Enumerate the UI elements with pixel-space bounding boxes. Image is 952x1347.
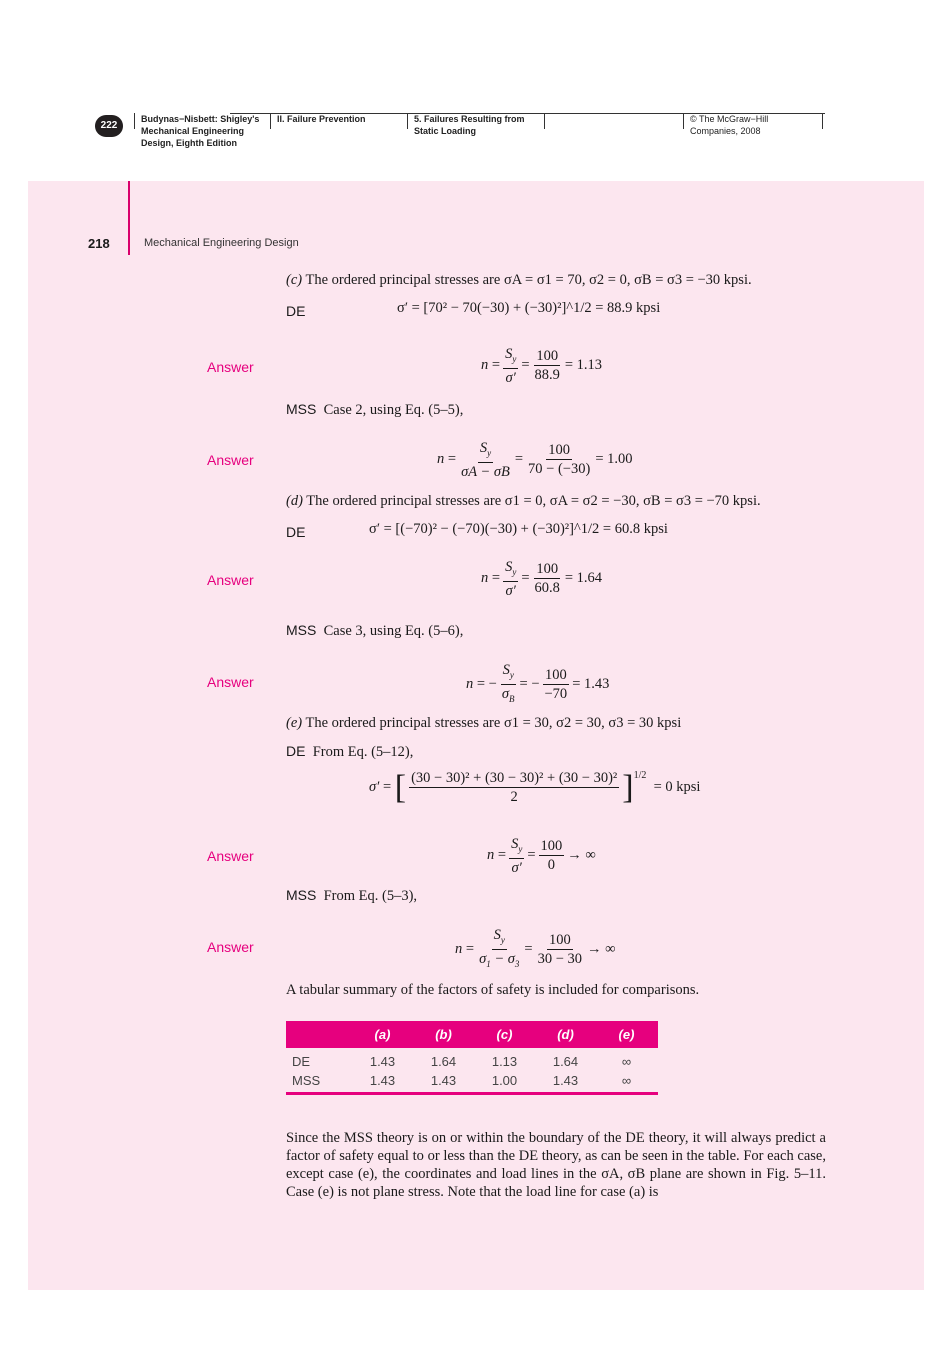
answer-equation-d1: n = $\frac{S_y}{\sigma'}$ = $\frac{100}{60.8}$ = 1.64 <box>481 559 603 599</box>
table-row-mss: MSS 1.43 1.43 1.00 1.43 ∞ <box>292 1073 632 1088</box>
case-e-intro: (e) The ordered principal stresses are σ1 = 30, σ2 = 30, σ3 = 30 kpsi <box>286 715 682 731</box>
book-header <box>95 113 825 173</box>
de-equation-d: σ′ = [(−70)² − (−70)(−30) + (−30)²]^1/2 = 60.8 kpsi <box>369 521 668 537</box>
case-c-intro: (c) The ordered principal stresses are σA = σ1 = 70, σ2 = 0, σB = σ3 = −30 kpsi. <box>286 272 752 288</box>
col-b-header: (b) <box>435 1027 452 1042</box>
page-background <box>28 181 924 1290</box>
mss-line-e: MSS From Eq. (5–3), <box>286 887 418 904</box>
summary-sentence: A tabular summary of the factors of safety is included for comparisons. <box>286 982 700 998</box>
answer-label-c1: Answer <box>207 359 254 375</box>
case-d-intro: (d) The ordered principal stresses are σ1 = 0, σA = σ2 = −30, σB = σ3 = −70 kpsi. <box>286 493 761 509</box>
safety-factor-table <box>286 1021 658 1095</box>
answer-equation-e2: n = $\frac{S_y}{\sigma_1 - \sigma_3}$ = $\frac{100}{30 - 30}$ → ∞ <box>455 927 616 969</box>
running-title: Mechanical Engineering Design <box>144 237 299 249</box>
answer-equation-c1: n = $\frac{S_y}{\sigma'}$ = $\frac{100}{88.9}$ = 1.13 <box>481 346 603 386</box>
answer-equation-e1: n = $\frac{S_y}{\sigma'}$ = $\frac{100}{0}$ → ∞ <box>487 836 596 876</box>
page-number: 218 <box>88 236 110 251</box>
answer-label-c2: Answer <box>207 452 254 468</box>
de-label-c: DE <box>286 303 306 319</box>
answer-label-e1: Answer <box>207 848 254 864</box>
answer-label-d2: Answer <box>207 674 254 690</box>
table-row-de: DE 1.43 1.64 1.13 1.64 ∞ <box>292 1054 632 1069</box>
col-a-header: (a) <box>374 1027 391 1042</box>
header-chapter: 5. Failures Resulting from Static Loading <box>407 113 525 129</box>
col-c-header: (c) <box>496 1027 513 1042</box>
de-equation-c: σ′ = [70² − 70(−30) + (−30)²]^1/2 = 88.9 kpsi <box>397 300 661 316</box>
de-equation-e: σ′ = [ $\frac{\text{(30 − 30)² + (30 − 30)² + (30 − 30)²}}{2}$ ] $^{1/2}$ = 0 kpsi <box>369 768 701 806</box>
header-copyright: © The McGraw−Hill Companies, 2008 <box>683 113 768 129</box>
table-header <box>286 1021 658 1048</box>
header-part: II. Failure Prevention <box>270 113 366 129</box>
de-line-e: DE From Eq. (5–12), <box>286 743 414 760</box>
de-label-d: DE <box>286 524 306 540</box>
col-e-header: (e) <box>618 1027 635 1042</box>
header-book-title: Budynas−Nisbett: Shigley's Mechanical Engineering Design, Eighth Edition <box>134 113 259 129</box>
mss-line-d: MSS Case 3, using Eq. (5–6), <box>286 622 464 639</box>
mss-line-c: MSS Case 2, using Eq. (5–5), <box>286 401 464 418</box>
header-end-rule <box>822 113 823 129</box>
closing-paragraph: Since the MSS theory is on or within the boundary of the DE theory, it will always predict a factor of safety equal to or less than the DE theory, as can be seen in the table. For each case, except case (e), the coordinates and load lines in the σA, σB plane are shown in Fig. 5–11. Case (e) is not plane stress. Note that the load line for case (a) is <box>286 1130 826 1200</box>
header-blank <box>544 113 551 129</box>
answer-equation-d2: n = − $\frac{S_y}{\sigma_B}$ = − $\frac{100}{-70}$ = 1.43 <box>466 662 610 704</box>
answer-label-e2: Answer <box>207 939 254 955</box>
answer-label-d1: Answer <box>207 572 254 588</box>
col-d-header: (d) <box>557 1027 574 1042</box>
answer-equation-c2: n = $\frac{S_y}{\sigma A - \sigma B}$ = $\frac{100}{70 - (-30)}$ = 1.00 <box>437 440 633 480</box>
page-margin-bar <box>128 181 130 255</box>
page-badge: 222 <box>95 115 123 137</box>
table-bottom-rule <box>286 1092 658 1095</box>
